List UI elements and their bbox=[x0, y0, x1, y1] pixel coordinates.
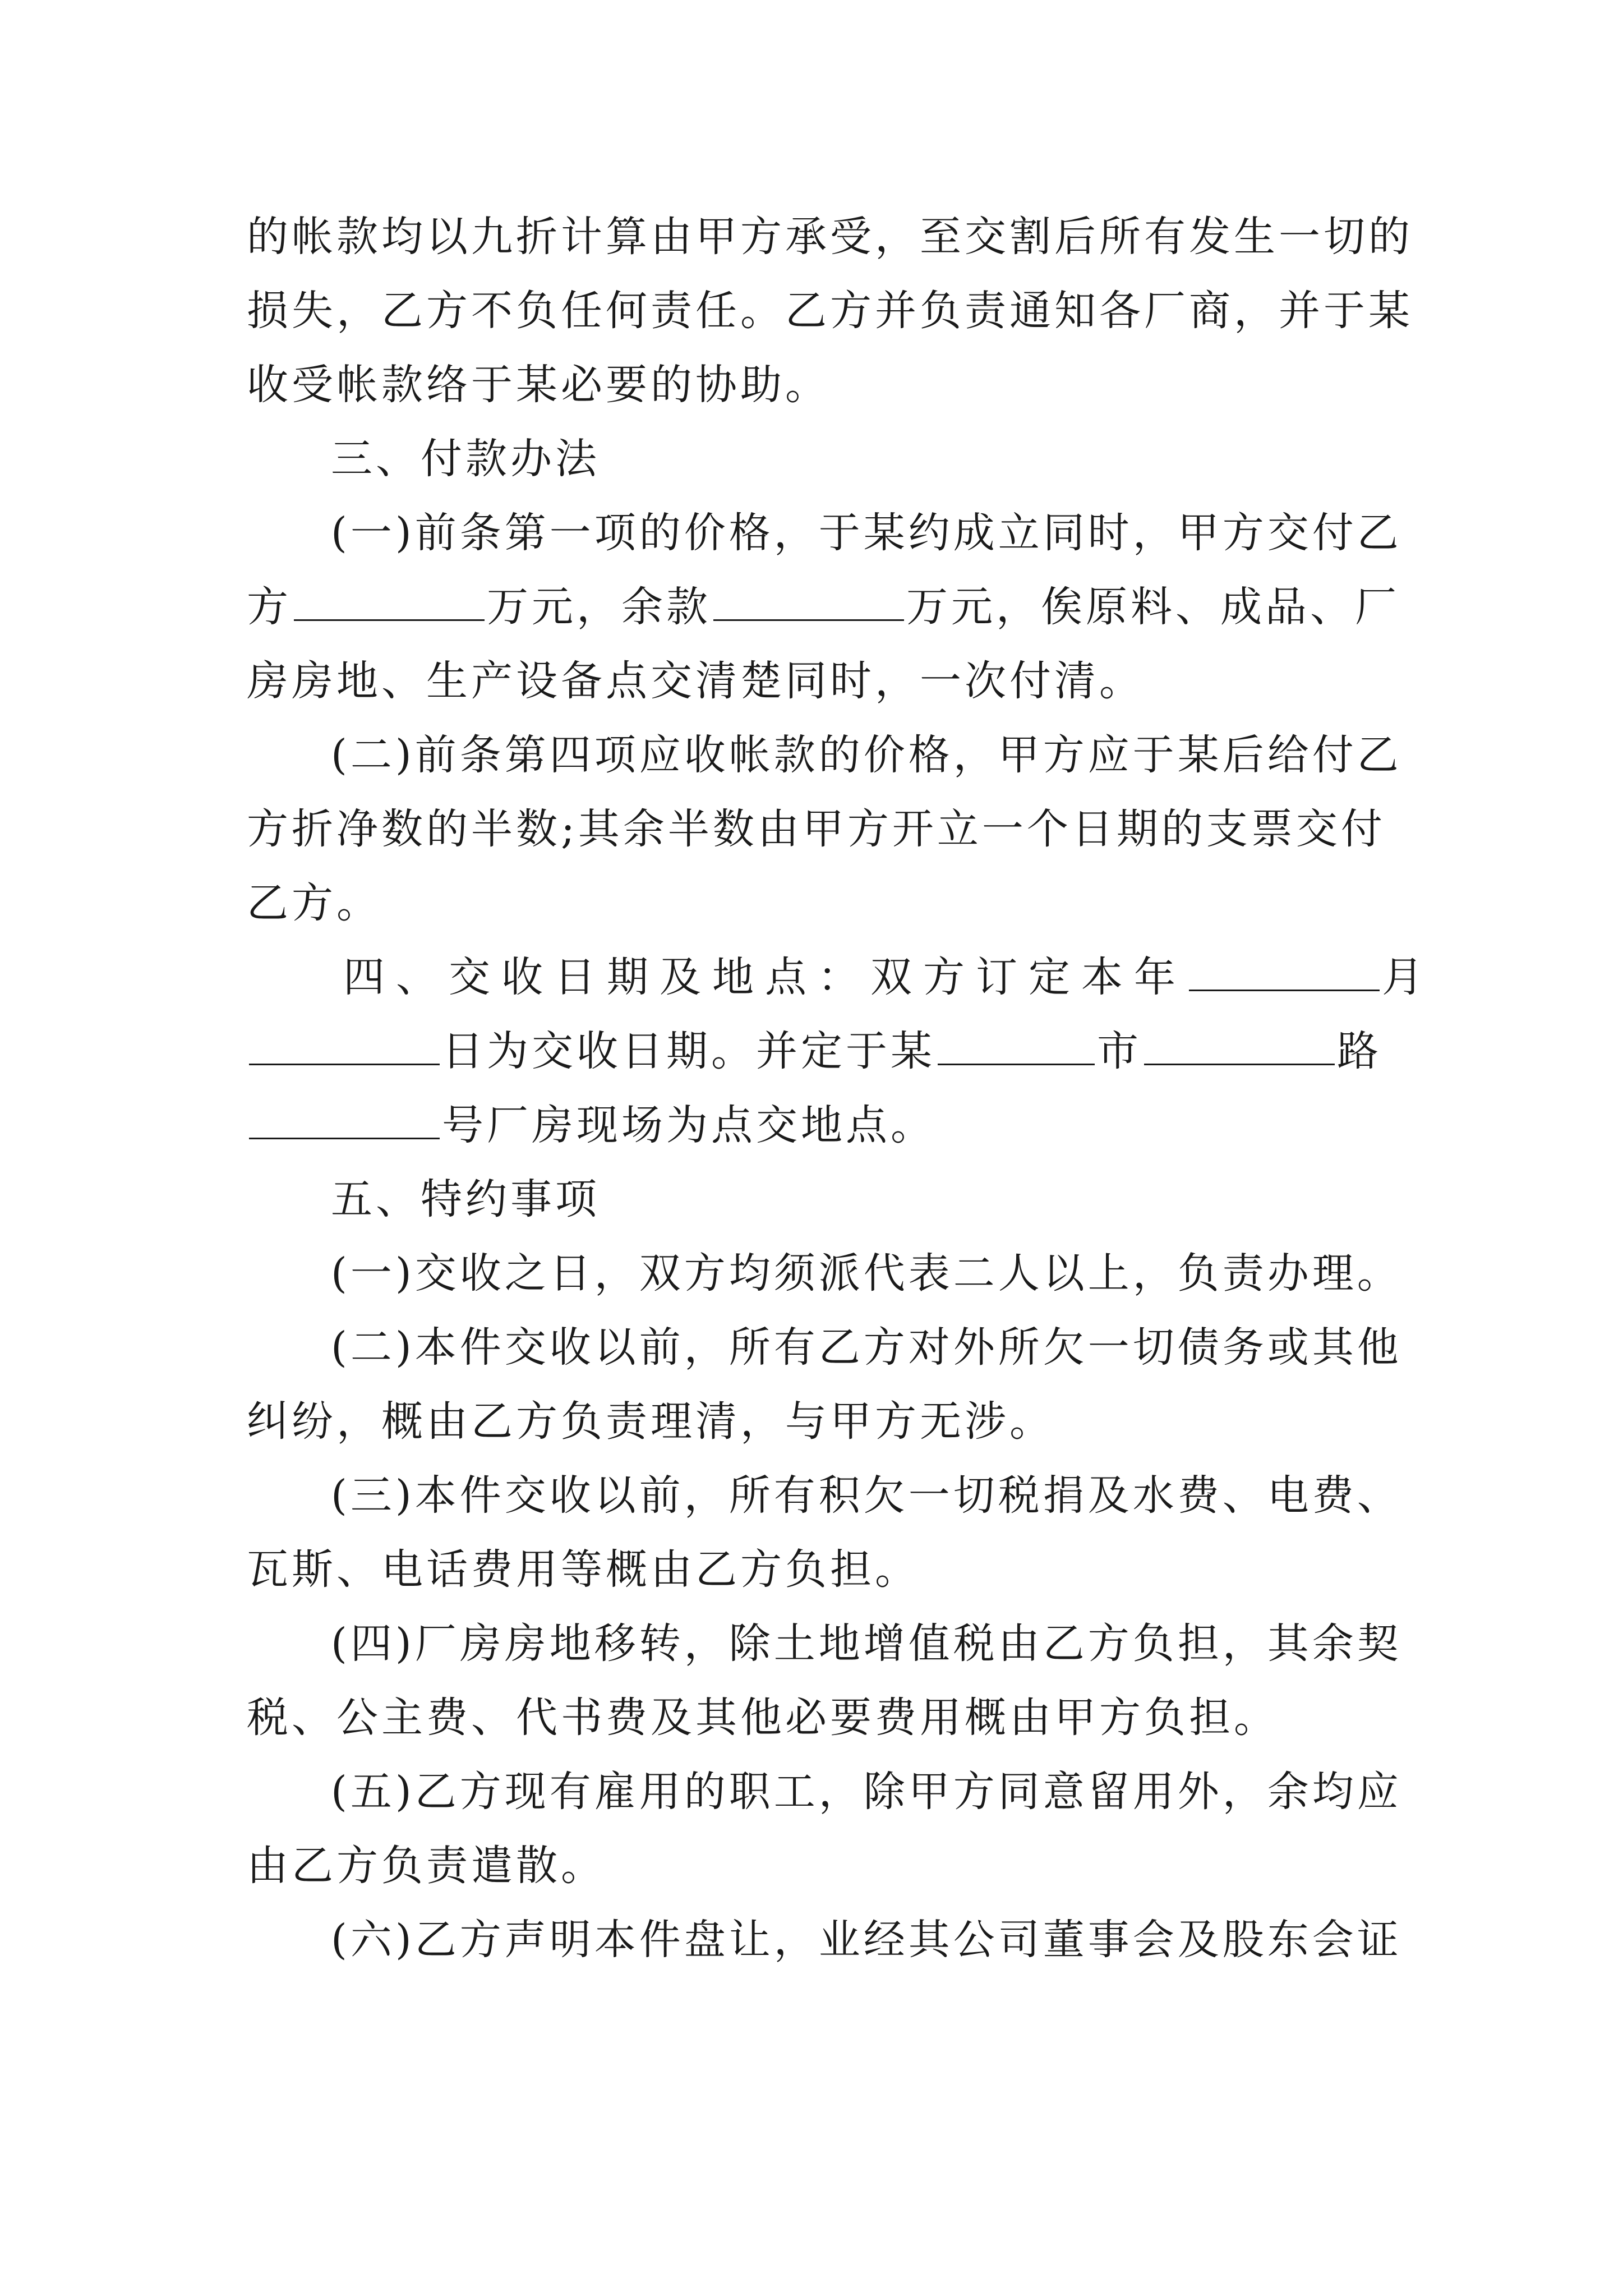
section-heading: 三、付款办法 bbox=[331, 435, 600, 483]
text-line: (二)本件交收以前，所有乙方对外所欠一切债务或其他 bbox=[331, 1323, 1402, 1372]
text-segment: 四、交收日期及地点：双方订定本年 bbox=[343, 953, 1187, 1001]
fill-in-blank[interactable] bbox=[938, 1024, 1095, 1065]
text-line: 由乙方负责遣散。 bbox=[247, 1842, 606, 1890]
text-segment: 方 bbox=[247, 583, 292, 631]
text-line: (六)乙方声明本件盘让，业经其公司董事会及股东会证 bbox=[331, 1916, 1402, 1964]
text-line: (四)厂房房地移转，除土地增值税由乙方负担，其余契 bbox=[331, 1619, 1402, 1668]
text-line: (二)前条第四项应收帐款的价格，甲方应于某后给付乙 bbox=[331, 731, 1402, 779]
text-line: (五)乙方现有雇用的职工，除甲方同意留用外，余均应 bbox=[331, 1768, 1402, 1816]
fill-in-blank[interactable] bbox=[249, 1024, 440, 1065]
text-segment: 市 bbox=[1097, 1027, 1142, 1075]
text-line: 收受帐款络于某必要的协助。 bbox=[247, 361, 830, 409]
text-segment: 路 bbox=[1337, 1027, 1382, 1075]
text-line: 乙方。 bbox=[247, 879, 381, 927]
section-heading bbox=[343, 949, 1435, 1005]
text-line: 损失，乙方不负任何责任。乙方并负责通知各厂商，并于某 bbox=[247, 287, 1413, 335]
text-line: (三)本件交收以前，所有积欠一切税捐及水费、电费、 bbox=[331, 1471, 1402, 1520]
text-segment: 日为交收日期。并定于某 bbox=[442, 1027, 935, 1075]
fill-in-blank[interactable] bbox=[249, 1098, 440, 1139]
fill-in-blank[interactable] bbox=[713, 580, 904, 621]
section-heading: 五、特约事项 bbox=[331, 1175, 600, 1223]
text-line: 房房地、生产设备点交清楚同时，一次付清。 bbox=[247, 657, 1144, 705]
text-line: 的帐款均以九折计算由甲方承受，至交割后所有发生一切的 bbox=[247, 213, 1413, 261]
fill-in-blank[interactable] bbox=[1189, 950, 1380, 991]
text-segment: 万元，余款 bbox=[487, 583, 711, 631]
text-line: 纠纷，概由乙方负责理清，与甲方无涉。 bbox=[247, 1397, 1054, 1446]
fill-in-blank[interactable] bbox=[1144, 1024, 1335, 1065]
text-line bbox=[247, 579, 1400, 635]
text-segment: 月 bbox=[1382, 953, 1435, 1001]
text-line: 瓦斯、电话费用等概由乙方负担。 bbox=[247, 1545, 920, 1594]
text-line: 方折净数的半数;其余半数由甲方开立一个日期的支票交付 bbox=[247, 805, 1386, 853]
text-segment: 号厂房现场为点交地点。 bbox=[442, 1101, 935, 1149]
text-line: (一)前条第一项的价格，于某约成立同时，甲方交付乙 bbox=[331, 509, 1402, 557]
fill-in-blank[interactable] bbox=[294, 580, 485, 621]
text-line bbox=[247, 1023, 1391, 1079]
text-line: (一)交收之日，双方均须派代表二人以上，负责办理。 bbox=[331, 1249, 1402, 1297]
text-line bbox=[247, 1097, 1391, 1153]
text-segment: 万元，俟原料、成品、厂 bbox=[906, 583, 1400, 631]
text-line: 税、公主费、代书费及其他必要费用概由甲方负担。 bbox=[247, 1694, 1279, 1742]
